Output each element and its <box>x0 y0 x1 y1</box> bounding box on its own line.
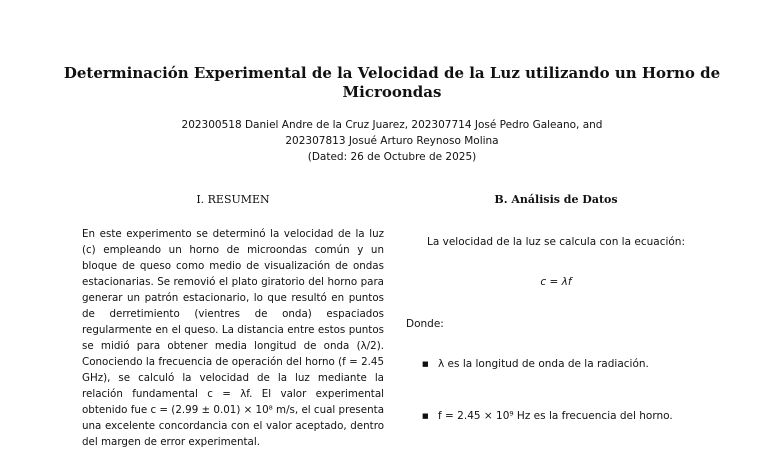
section-heading-resumen: I. RESUMEN <box>196 193 270 206</box>
dated-line: (Dated: 26 de Octubre de 2025) <box>307 151 477 163</box>
abstract-paragraph: En este experimento se determinó la velocidad de la luz (c) empleando un horno de microondas común y un bloque de queso como medio de visualización de ondas estacionarias. Se removió el plato giratorio del horno para generar un patrón estacionario, lo que resultó en puntos de derretimiento (vientres de onda) espaciados regularmente en el queso. La distancia entre estos puntos se midió para obtener media longitud de onda (λ/2). Conociendo la frecuencia de operación del horno (f = 2.45 GHz), se calculó la velocidad de la luz mediante la relación fundamental c = λf. El valor experimental obtenido fue c = (2.99 ± 0.01) × 10⁸ m/s, el cual presenta una excelente concordancia con el valor aceptado, dentro del margen de error experimental. <box>82 228 384 448</box>
author-block <box>150 117 634 165</box>
subsection-heading-analisis: B. Análisis de Datos <box>494 193 618 206</box>
list-item: ■ λ es la longitud de onda de la radiación. <box>422 356 706 372</box>
list-item: ■ f = 2.45 × 10⁹ Hz es la frecuencia del horno. <box>422 408 706 424</box>
definition-list <box>422 356 706 424</box>
author-list: 202300518 Daniel Andre de la Cruz Juarez, 202307714 José Pedro Galeano, and 202307813 Josué Arturo Reynoso Molina <box>181 119 603 147</box>
paper-title: Determinación Experimental de la Velocidad de la Luz utilizando un Horno de Microondas <box>63 64 721 101</box>
right-column <box>406 192 706 460</box>
left-column <box>82 192 384 450</box>
equation: c = λf <box>540 276 572 288</box>
donde-label: Donde: <box>406 318 444 330</box>
equation-intro: La velocidad de la luz se calcula con la ecuación: <box>426 236 686 248</box>
